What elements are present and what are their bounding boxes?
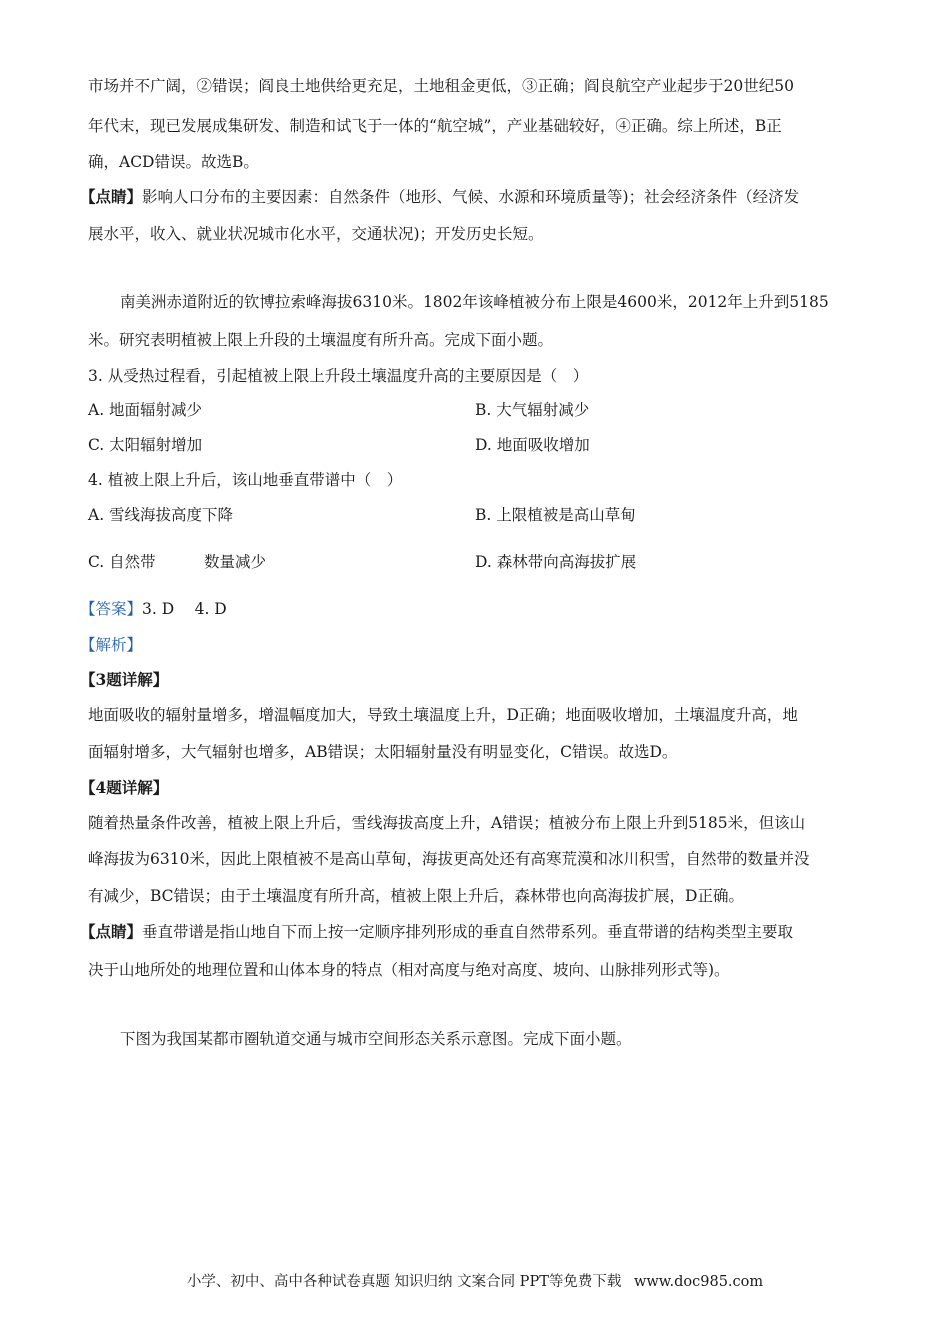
q4-stem: 4. 植被上限上升后，该山地垂直带谱中（ ） bbox=[88, 471, 403, 489]
tip2-line-2: 决于山地所处的地理位置和山体本身的特点（相对高度与绝对高度、坡向、山脉排列形式等)。 bbox=[88, 961, 730, 979]
tip1-paragraph bbox=[80, 187, 799, 207]
page-footer bbox=[0, 1270, 950, 1291]
material2-line-1: 下图为我国某都市圈轨道交通与城市空间形态关系示意图。完成下面小题。 bbox=[120, 1030, 632, 1048]
material1-line-1: 南美洲赤道附近的钦博拉索峰海拔6310米。1802年该峰植被分布上限是4600米，2012年上升到5185 bbox=[120, 293, 829, 311]
answer-line bbox=[80, 599, 227, 619]
q4-option-a: A. 雪线海拔高度下降 bbox=[88, 506, 234, 524]
q3-option-a: A. 地面辐射减少 bbox=[88, 401, 203, 419]
q4-option-b: B. 上限植被是高山草甸 bbox=[475, 506, 636, 524]
q4-option-d: D. 森林带向高海拔扩展 bbox=[475, 553, 637, 571]
tip1-label: 【点睛】 bbox=[80, 187, 143, 206]
intro-line-3: 确，ACD错误。故选B。 bbox=[88, 153, 259, 171]
detail4-line-3: 有减少，BC错误；由于土壤温度有所升高，植被上限上升后，森林带也向高海拔扩展，D正确。 bbox=[88, 887, 744, 905]
tip2-label: 【点睛】 bbox=[80, 922, 143, 941]
footer-text: 小学、初中、高中各种试卷真题 知识归纳 文案合同 PPT等免费下载 bbox=[186, 1274, 622, 1290]
detail4-label: 【4题详解】 bbox=[80, 778, 169, 797]
intro-line-1: 市场并不广阔，②错误；阎良土地供给更充足，土地租金更低，③正确；阎良航空产业起步于20世纪50 bbox=[88, 77, 794, 95]
tip2-line-1: 垂直带谱是指山地自下而上按一定顺序排列形成的垂直自然带系列。垂直带谱的结构类型主要取 bbox=[142, 923, 794, 941]
tip2-paragraph bbox=[80, 922, 793, 942]
q3-option-d: D. 地面吸收增加 bbox=[475, 436, 590, 454]
detail3-line-2: 面辐射增多，大气辐射也增多，AB错误；太阳辐射量没有明显变化，C错误。故选D。 bbox=[88, 743, 678, 761]
detail3-line-1: 地面吸收的辐射量增多，增温幅度加大，导致土壤温度上升，D正确；地面吸收增加，土壤温度升高，地 bbox=[88, 706, 798, 724]
material1-line-2: 米。研究表明植被上限上升段的土壤温度有所升高。完成下面小题。 bbox=[88, 331, 554, 349]
detail3-label: 【3题详解】 bbox=[80, 670, 169, 689]
tip1-line-1: 影响人口分布的主要因素：自然条件（地形、气候、水源和环境质量等)；社会经济条件（经济发 bbox=[142, 188, 800, 206]
q4-option-c-part2: 数量减少 bbox=[204, 553, 267, 571]
answer-text: 3. D 4. D bbox=[142, 600, 227, 618]
q3-option-b: B. 大气辐射减少 bbox=[475, 401, 590, 419]
footer-url[interactable]: www.doc985.com bbox=[633, 1274, 764, 1290]
q3-option-c: C. 太阳辐射增加 bbox=[88, 436, 203, 454]
detail4-line-1: 随着热量条件改善，植被上限上升后，雪线海拔高度上升，A错误；植被分布上限上升到5185米，但该山 bbox=[88, 814, 806, 832]
analysis-label: 【解析】 bbox=[80, 636, 143, 654]
answer-label: 【答案】 bbox=[80, 600, 143, 618]
q4-option-c-part1: C. 自然带 bbox=[88, 553, 156, 571]
tip1-line-2: 展水平，收入、就业状况城市化水平，交通状况)；开发历史长短。 bbox=[88, 225, 544, 243]
intro-line-2: 年代末，现已发展成集研发、制造和试飞于一体的“航空城”，产业基础较好，④正确。综上所述，B正 bbox=[88, 117, 782, 135]
q3-stem: 3. 从受热过程看，引起植被上限上升段土壤温度升高的主要原因是（ ） bbox=[88, 367, 589, 385]
detail4-line-2: 峰海拔为6310米，因此上限植被不是高山草甸，海拔更高处还有高寒荒漠和冰川积雪，自然带的数量并没 bbox=[88, 850, 810, 868]
